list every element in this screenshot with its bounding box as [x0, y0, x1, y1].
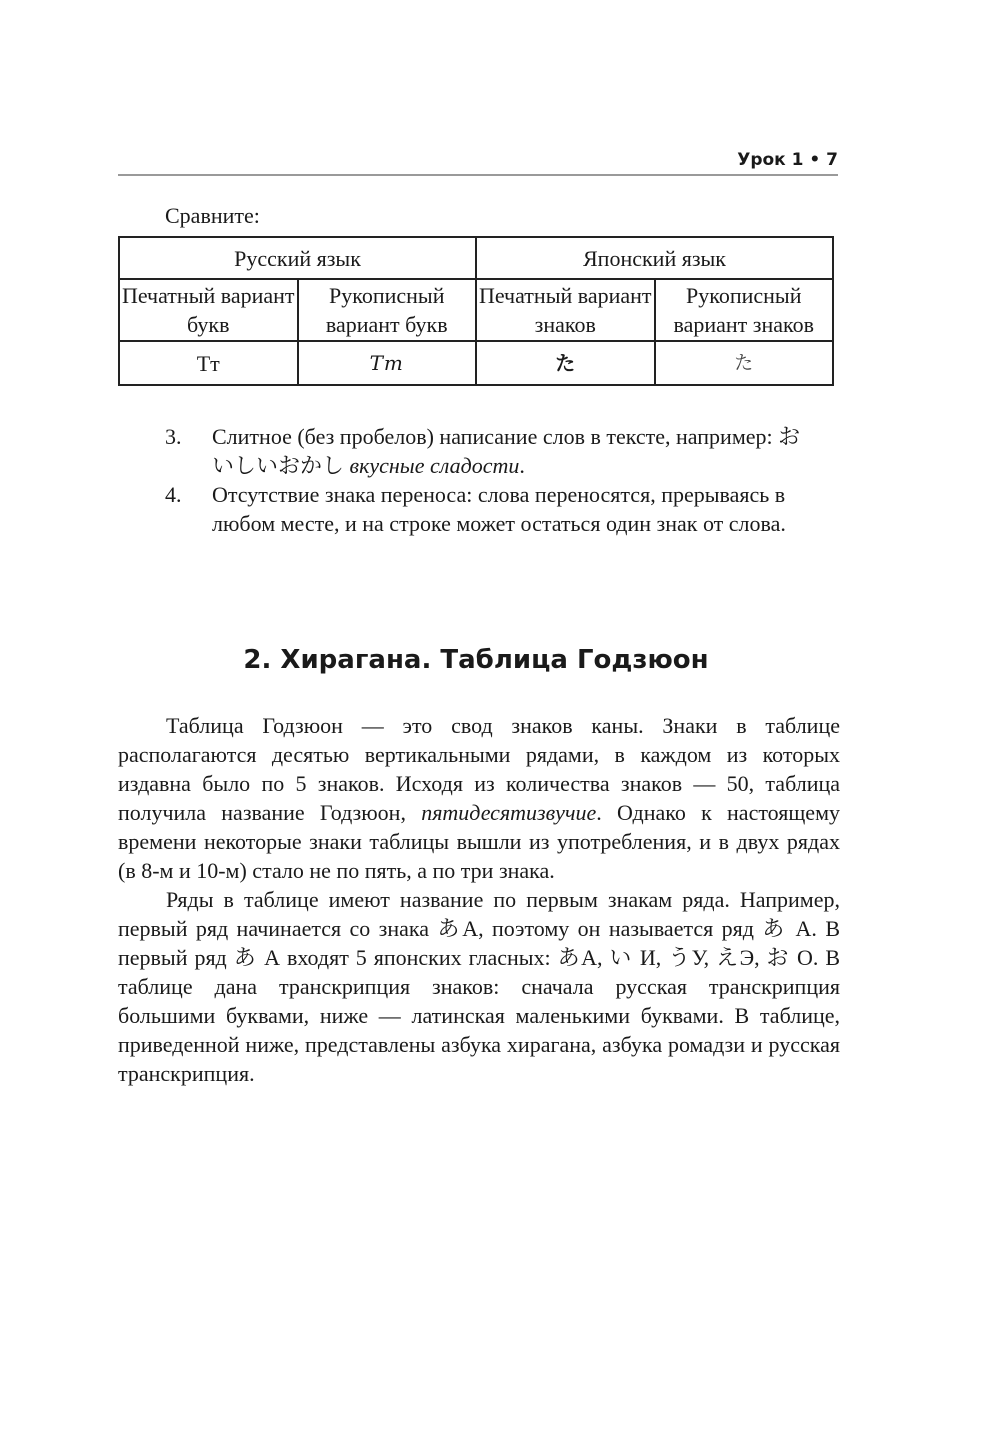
group-header-russian: Русский язык: [119, 237, 476, 279]
section-title: 2. Хирагана. Таблица Годзюон: [243, 645, 709, 675]
list-item: [165, 422, 805, 480]
table-cell-handwritten-japanese: た: [655, 341, 834, 385]
table-cell-print-russian: Тт: [119, 341, 298, 385]
list-number: 3.: [165, 424, 182, 449]
column-header: Печатный вариант букв: [119, 279, 298, 341]
body-text: [118, 711, 840, 1088]
running-head-text: Урок 1 • 7: [737, 150, 838, 170]
group-header-japanese: Японский язык: [476, 237, 833, 279]
paragraph-text: . Однако к настоящему времени некоторые знаки таблицы вышли из употребления, и в двух рядах (в 8-м и 10-м) стало не по пять, а по три знака.: [118, 800, 840, 883]
table-row: [119, 279, 833, 341]
paragraph-italic-term: пятидесятизвучие: [421, 800, 597, 825]
list-text: Отсутствие знака переноса: слова переносятся, прерываясь в любом месте, и на строке может остаться один знак от слова.: [212, 482, 786, 536]
list-item: [165, 480, 805, 538]
running-head: [118, 148, 838, 176]
compare-lead: Сравните:: [165, 203, 260, 228]
table-cell-print-japanese: た: [476, 341, 655, 385]
paragraph: Ряды в таблице имеют название по первым знакам ряда. Например, первый ряд начинается со знака あА, поэтому он называется ряд あ А. В первый ряд あ А входят 5 японских гласных: あА, い И, うУ, えЭ, お О. В таблице дана транскрипция знаков: сначала русская транскрипция большими буквами, ниже — латинская маленькими буквами. В таблице, приведенной ниже, представлены азбука хирагана, азбука ромадзи и русская транскрипция.: [118, 887, 840, 1086]
list-text-tail: .: [519, 453, 525, 478]
column-header: Рукописный вариант букв: [298, 279, 477, 341]
comparison-table: [118, 236, 834, 386]
list-italic-gloss: вкусные сладости: [349, 453, 520, 478]
list-text: Слитное (без пробелов) написание слов в тексте, например: おいしいおかし: [212, 424, 801, 478]
column-header: Рукописный вариант знаков: [655, 279, 834, 341]
column-header: Печатный вариант знаков: [476, 279, 655, 341]
table-cell-handwritten-russian: Тт: [298, 341, 477, 385]
list-number: 4.: [165, 482, 182, 507]
paragraph-text: Таблица Годзюон — это свод знаков каны. Знаки в таблице располагаются десятью вертикальными рядами, в каждом из которых издавна было по 5 знаков. Исходя из количества знаков — 50, таблица получила название Годзюон,: [118, 713, 840, 825]
feature-list: [165, 422, 805, 538]
paragraph: [118, 711, 840, 885]
table-row: [119, 341, 833, 385]
table-row: [119, 237, 833, 279]
